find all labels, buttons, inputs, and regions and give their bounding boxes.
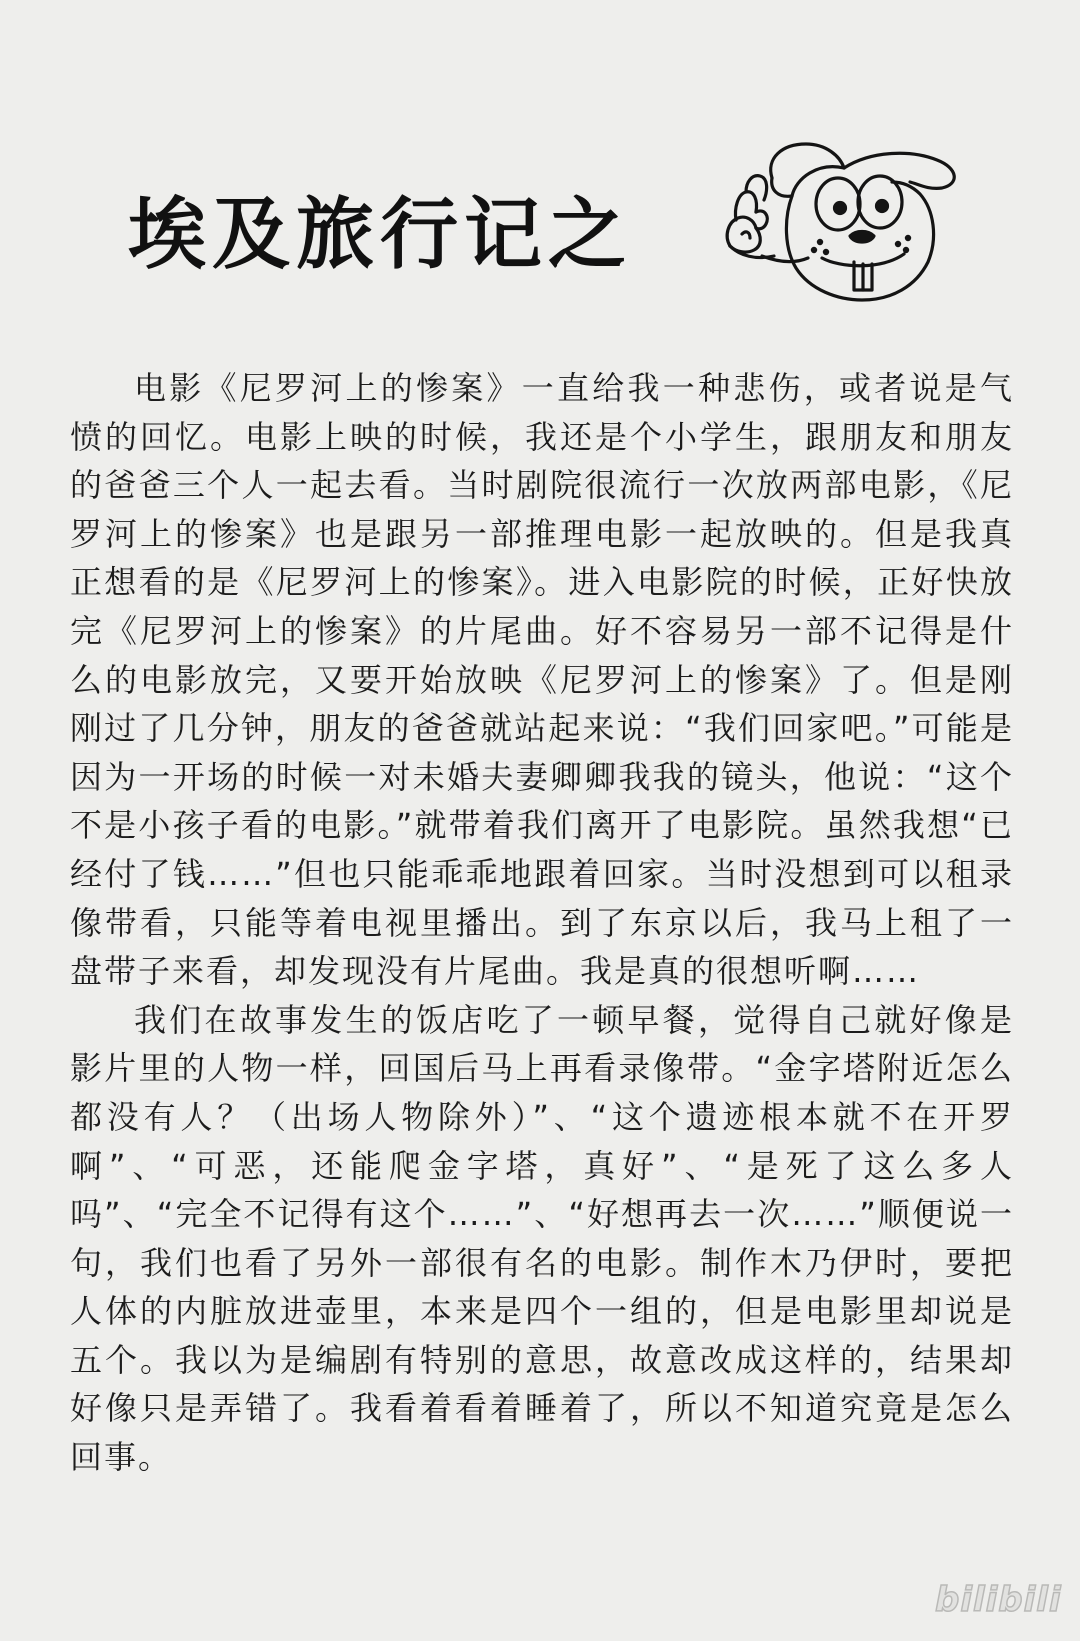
dog-ok-hand-icon xyxy=(722,138,967,318)
body-text xyxy=(70,364,1014,1482)
paragraph: 我们在故事发生的饭店吃了一顿早餐，觉得自己就好像是影片里的人物一样，回国后马上再看录像带。“金字塔附近怎么都没有人？（出场人物除外）”、“这个遗迹根本就不在开罗啊”、“可恶，还能爬金字塔，真好”、“是死了这么多人吗”、“完全不记得有这个……”、“好想再去一次……”顺便说一句，我们也看了另外一部很有名的电影。制作木乃伊时，要把人体的内脏放进壶里，本来是四个一组的，但是电影里却说是五个。我以为是编剧有特别的意思，故意改成这样的，结果却好像只是弄错了。我看着看着睡着了，所以不知道究竟是怎么回事。 xyxy=(70,1000,1014,1477)
watermark-logo: bilibili xyxy=(935,1580,1062,1620)
page-title: 埃及旅行记之 xyxy=(128,190,633,280)
paragraph: 电影《尼罗河上的惨案》一直给我一种悲伤，或者说是气愤的回忆。电影上映的时候，我还是个小学生，跟朋友和朋友的爸爸三个人一起去看。当时剧院很流行一次放两部电影，《尼罗河上的惨案》也是跟另一部推理电影一起放映的。但是我真正想看的是《尼罗河上的惨案》。进入电影院的时候，正好快放完《尼罗河上的惨案》的片尾曲。好不容易另一部不记得是什么的电影放完，又要开始放映《尼罗河上的惨案》了。但是刚刚过了几分钟，朋友的爸爸就站起来说：“我们回家吧。”可能是因为一开场的时候一对未婚夫妻卿卿我我的镜头，他说：“这个不是小孩子看的电影。”就带着我们离开了电影院。虽然我想“已经付了钱……”但也只能乖乖地跟着回家。当时没想到可以租录像带看，只能等着电视里播出。到了东京以后，我马上租了一盘带子来看，却发现没有片尾曲。我是真的很想听啊…… xyxy=(70,369,1014,991)
